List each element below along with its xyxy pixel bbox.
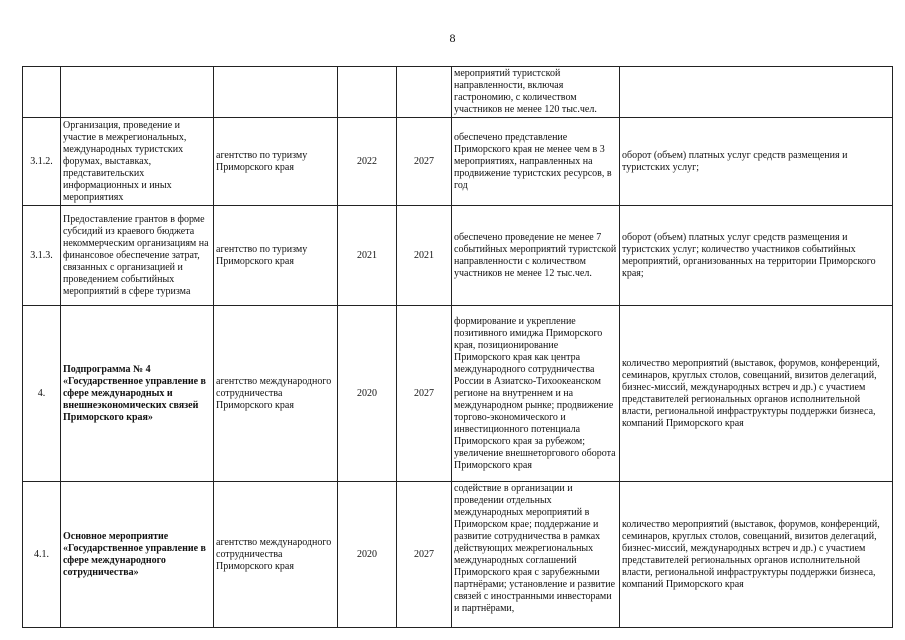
indicator: количество мероприятий (выставок, форумов, конференций, семинаров, круглых столов, совещаний, визитов делегаций, бизнес-миссий, международных встреч и др.) с участием представителей региональных органов исполнительной власти, региональной инфраструктуры поддержки бизнеса, компаний Приморского края — [620, 306, 893, 482]
table-row — [23, 118, 893, 206]
event-name — [61, 67, 214, 118]
executor: агентство по туризму Приморского края — [214, 206, 338, 306]
expected-result: формирование и укрепление позитивного имиджа Приморского края, позиционирование Приморского края как центра международного сотрудничества России в Азиатско-Тихоокеанском регионе на внутреннем и на международном рынке; продвижение торгово-экономического и инвестиционного потенциала Приморского края за рубежом; увеличение внешнеторгового оборота Приморского края — [452, 306, 620, 482]
indicator: оборот (объем) платных услуг средств размещения и туристских услуг; — [620, 118, 893, 206]
table-row — [23, 482, 893, 628]
table-row — [23, 206, 893, 306]
year-start: 2021 — [338, 206, 397, 306]
indicator — [620, 67, 893, 118]
year-end: 2027 — [397, 306, 452, 482]
main-event-name: Основное мероприятие «Государственное управление в сфере международного сотрудничества» — [61, 482, 214, 628]
executor: агентство международного сотрудничества Приморского края — [214, 482, 338, 628]
subprogram-name: Подпрограмма № 4 «Государственное управление в сфере международных и внешнеэкономических связей Приморского края» — [61, 306, 214, 482]
year-start: 2020 — [338, 482, 397, 628]
row-number: 3.1.3. — [23, 206, 61, 306]
year-start: 2020 — [338, 306, 397, 482]
executor: агентство международного сотрудничества Приморского края — [214, 306, 338, 482]
year-end: 2027 — [397, 482, 452, 628]
expected-result: содействие в организации и проведении отдельных международных мероприятий в Приморском крае; поддержание и развитие сотрудничества в рамках действующих межрегиональных международных соглашений Приморского края с зарубежными партнёрами; установление и развитие связей с иностранными инвесторами и партнёрами, — [452, 482, 620, 628]
expected-result: мероприятий туристской направленности, включая гастрономию, с количеством участников не менее 120 тыс.чел. — [452, 67, 620, 118]
indicator: количество мероприятий (выставок, форумов, конференций, семинаров, круглых столов, совещаний, визитов делегаций, бизнес-миссий, международных встреч и др.) с участием представителей региональных органов исполнительной власти, региональной инфраструктуры поддержки бизнеса, компаний Приморского края — [620, 482, 893, 628]
row-number — [23, 67, 61, 118]
executor: агентство по туризму Приморского края — [214, 118, 338, 206]
event-name: Предоставление грантов в форме субсидий из краевого бюджета некоммерческим организациям на финансовое обеспечение затрат, связанных с организацией и проведением событийных мероприятий в сфере туризма — [61, 206, 214, 306]
year-end — [397, 67, 452, 118]
expected-result: обеспечено представление Приморского края не менее чем в 3 мероприятиях, направленных на продвижение туристских ресурсов, в год — [452, 118, 620, 206]
year-start — [338, 67, 397, 118]
program-table — [22, 66, 893, 628]
year-start: 2022 — [338, 118, 397, 206]
page-number: 8 — [449, 31, 456, 45]
row-number: 3.1.2. — [23, 118, 61, 206]
table-row — [23, 306, 893, 482]
indicator: оборот (объем) платных услуг средств размещения и туристских услуг; количество участников событийных мероприятий, организованных на территории Приморского края; — [620, 206, 893, 306]
row-number: 4. — [23, 306, 61, 482]
year-end: 2021 — [397, 206, 452, 306]
year-end: 2027 — [397, 118, 452, 206]
executor — [214, 67, 338, 118]
table-row — [23, 67, 893, 118]
expected-result: обеспечено проведение не менее 7 событийных мероприятий туристской направленности с количеством участников не менее 12 тыс.чел. — [452, 206, 620, 306]
row-number: 4.1. — [23, 482, 61, 628]
event-name: Организация, проведение и участие в межрегиональных, международных туристских форумах, выставках, представительских информационных и иных мероприятиях — [61, 118, 214, 206]
